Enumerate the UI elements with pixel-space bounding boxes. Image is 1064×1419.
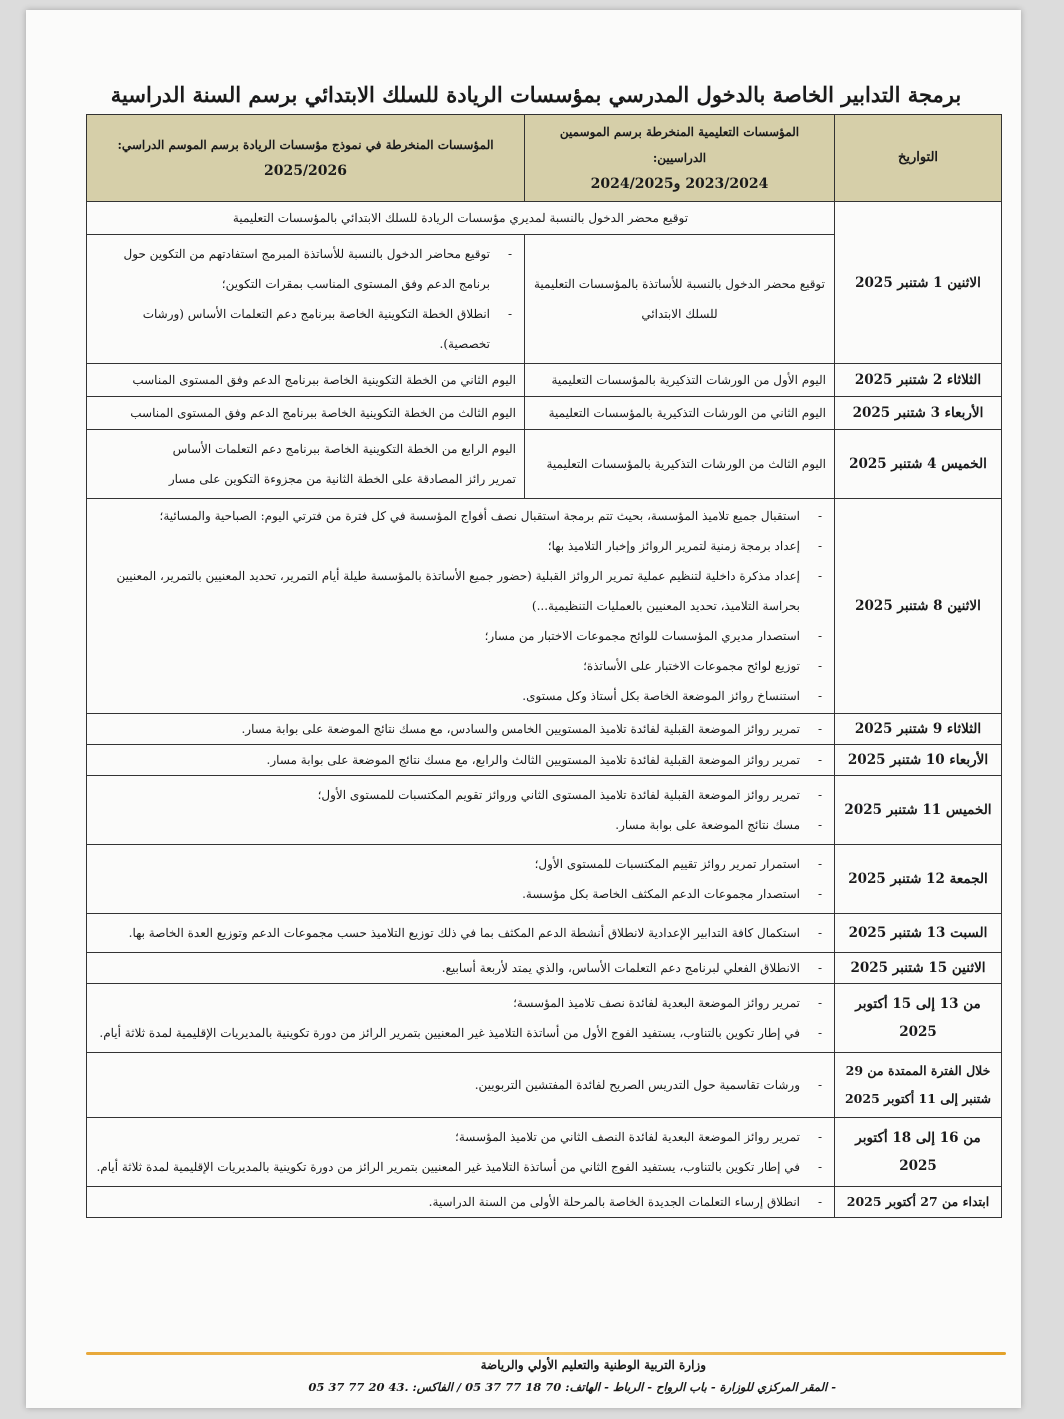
- table-row: [87, 776, 1002, 845]
- row-merged-cell: [87, 1118, 835, 1187]
- list-item: - تمرير روائز الموضعة البعدية لفائدة نصف تلاميذ المؤسسة؛: [95, 988, 826, 1018]
- row-new-cell: [87, 235, 525, 364]
- row-old-cell: اليوم الثالث من الورشات التذكيرية بالمؤسسات التعليمية: [525, 430, 835, 499]
- list-item: - مسك نتائج الموضعة على بوابة مسار.: [95, 810, 826, 840]
- header-old-institutions: المؤسسات التعليمية المنخرطة برسم الموسمين الدراسيين: 2023/2024 و2024/2025: [525, 115, 835, 202]
- list-item: - استصدار مجموعات الدعم المكثف الخاصة بكل مؤسسة.: [95, 879, 826, 909]
- list-item: - انطلاق إرساء التعلمات الجديدة الخاصة بالمرحلة الأولى من السنة الدراسية.: [95, 1191, 826, 1213]
- list-item: - استمرار تمرير روائز تقييم المكتسبات للمستوى الأول؛: [95, 849, 826, 879]
- row-merged-cell: [87, 1053, 835, 1118]
- row-date: الاثنين 1 شتنبر 2025: [835, 202, 1002, 364]
- footer-address: - المقر المركزي للوزارة - باب الرواح - الرباط - الهاتف: 70 18 77 37 05 / الفاكس: .43 20 77 37 05: [308, 1380, 836, 1394]
- row-old-cell: اليوم الثاني من الورشات التذكيرية بالمؤسسات التعليمية: [525, 397, 835, 430]
- row-date: خلال الفترة الممتدة من 29 شتنبر إلى 11 أكتوبر 2025: [835, 1053, 1002, 1118]
- list-item: - استصدار مديري المؤسسات للوائح مجموعات الاختبار من مسار؛: [95, 621, 826, 651]
- list-item: - إعداد مذكرة داخلية لتنظيم عملية تمرير الروائز القبلية (حضور جميع الأساتذة بالمؤسسة طيلة أيام التمرير، تحديد المعنيين بالتمرير، المعنيين بحراسة التلاميذ، تحديد المعنيين بالعمليات التنظيمية...): [95, 561, 826, 621]
- list-item: - استنساخ روائز الموضعة الخاصة بكل أستاذ وكل مستوى.: [95, 681, 826, 711]
- table-row: [87, 1187, 1002, 1218]
- row-merged-cell: [87, 745, 835, 776]
- row-merged-cell: [87, 776, 835, 845]
- table-row: [87, 953, 1002, 984]
- footer-ministry: وزارة التربية الوطنية والتعليم الأولي والرياضة: [480, 1358, 706, 1372]
- list-item: - توقيع محاضر الدخول بالنسبة للأساتذة المبرمج استفادتهم من التكوين حول برنامج الدعم وفق المستوى المناسب بمقرات التكوين؛: [95, 239, 516, 299]
- table-row: [87, 984, 1002, 1053]
- row-date: الثلاثاء 9 شتنبر 2025: [835, 714, 1002, 745]
- document-page: [26, 10, 1021, 1408]
- footer-divider: [86, 1352, 1006, 1355]
- row-date: من 16 إلى 18 أكتوبر 2025: [835, 1118, 1002, 1187]
- row-date: الاثنين 8 شتنبر 2025: [835, 499, 1002, 714]
- list-item: - في إطار تكوين بالتناوب، يستفيد الفوج الثاني من أساتذة التلاميذ غير المعنيين بتمرير الرائز من دورة تكوينية بالمديريات الإقليمية لمدة ثلاثة أيام.: [95, 1152, 826, 1182]
- row-date: الأربعاء 10 شتنبر 2025: [835, 745, 1002, 776]
- table-row: [87, 845, 1002, 914]
- table-row: [87, 745, 1002, 776]
- header-new-institutions: المؤسسات المنخرطة في نموذج مؤسسات الريادة برسم الموسم الدراسي: 2025/2026: [87, 115, 525, 202]
- row-merged-cell: [87, 845, 835, 914]
- title-text: برمجة التدابير الخاصة بالدخول المدرسي بمؤسسات الريادة للسلك الابتدائي برسم السنة الدراسية: [110, 82, 962, 107]
- header-dates: التواريخ: [835, 115, 1002, 202]
- list-item: - إعداد برمجة زمنية لتمرير الروائز وإخبار التلاميذ بها؛: [95, 531, 826, 561]
- row-merged-cell: [87, 914, 835, 953]
- row-old-cell: توقيع محضر الدخول بالنسبة للأساتذة بالمؤسسات التعليمية للسلك الابتدائي: [525, 235, 835, 364]
- row-date: الجمعة 12 شتنبر 2025: [835, 845, 1002, 914]
- row-date: الاثنين 15 شتنبر 2025: [835, 953, 1002, 984]
- row-date: الخميس 11 شتنبر 2025: [835, 776, 1002, 845]
- list-item: - انطلاق الخطة التكوينية الخاصة ببرنامج دعم التعلمات الأساس (ورشات تخصصية).: [95, 299, 516, 359]
- list-item: - في إطار تكوين بالتناوب، يستفيد الفوج الأول من أساتذة التلاميذ غير المعنيين بتمرير الرائز من دورة تكوينية بالمديريات الإقليمية لمدة ثلاثة أيام.: [95, 1018, 826, 1048]
- table-row: [87, 430, 1002, 499]
- table-row: [87, 714, 1002, 745]
- list-item: - تمرير روائز الموضعة القبلية لفائدة تلاميذ المستويين الخامس والسادس، مع مسك نتائج الموضعة على بوابة مسار.: [95, 718, 826, 740]
- row-date: الخميس 4 شتنبر 2025: [835, 430, 1002, 499]
- list-item: - الانطلاق الفعلي لبرنامج دعم التعلمات الأساس، والذي يمتد لأربعة أسابيع.: [95, 957, 826, 979]
- row-date: ابتداء من 27 أكتوبر 2025: [835, 1187, 1002, 1218]
- list-item: - استكمال كافة التدابير الإعدادية لانطلاق أنشطة الدعم المكثف بما في ذلك توزيع التلاميذ حسب مجموعات الدعم وتوزيع العدة الخاصة بها.: [95, 918, 826, 948]
- table-row: [87, 1053, 1002, 1118]
- list-item: - تمرير روائز الموضعة القبلية لفائدة تلاميذ المستويين الثالث والرابع، مع مسك نتائج الموضعة على بوابة مسار.: [95, 749, 826, 771]
- table-row: [87, 499, 1002, 714]
- row-date: من 13 إلى 15 أكتوبر 2025: [835, 984, 1002, 1053]
- row-new-cell: اليوم الثالث من الخطة التكوينية الخاصة ببرنامج الدعم وفق المستوى المناسب: [87, 397, 525, 430]
- list-item: - تمرير روائز الموضعة القبلية لفائدة تلاميذ المستوى الثاني وروائز تقويم المكتسبات للمستوى الأول؛: [95, 780, 826, 810]
- row-merged-cell: [87, 499, 835, 714]
- row-new-cell: اليوم الثاني من الخطة التكوينية الخاصة ببرنامج الدعم وفق المستوى المناسب: [87, 364, 525, 397]
- list-item: - تمرير روائز الموضعة البعدية لفائدة النصف الثاني من تلاميذ المؤسسة؛: [95, 1122, 826, 1152]
- row-date: الأربعاء 3 شتنبر 2025: [835, 397, 1002, 430]
- list-item: - توزيع لوائح مجموعات الاختبار على الأساتذة؛: [95, 651, 826, 681]
- row-date: السبت 13 شتنبر 2025: [835, 914, 1002, 953]
- row-merged-cell: [87, 984, 835, 1053]
- row-merged-cell: [87, 1187, 835, 1218]
- table-row: [87, 202, 1002, 235]
- schedule-table-wrapper: [86, 114, 1001, 1218]
- row-merged-cell: [87, 953, 835, 984]
- table-header-row: [87, 115, 1002, 202]
- table-row: [87, 1118, 1002, 1187]
- table-row: [87, 364, 1002, 397]
- list-item: - استقبال جميع تلاميذ المؤسسة، بحيث تتم برمجة استقبال نصف أفواج المؤسسة في كل فترة من فترتي اليوم: الصباحية والمسائية؛: [95, 501, 826, 531]
- row-new-cell: اليوم الرابع من الخطة التكوينية الخاصة ببرنامج دعم التعلمات الأساس تمرير رائز المصادقة على الخطة الثانية من مجزوءة التكوين على مسار: [87, 430, 525, 499]
- row-merged-cell: توقيع محضر الدخول بالنسبة لمديري مؤسسات الريادة للسلك الابتدائي بالمؤسسات التعليمية: [87, 202, 835, 235]
- row-old-cell: اليوم الأول من الورشات التذكيرية بالمؤسسات التعليمية: [525, 364, 835, 397]
- row-date: الثلاثاء 2 شتنبر 2025: [835, 364, 1002, 397]
- table-row: [87, 914, 1002, 953]
- row-merged-cell: [87, 714, 835, 745]
- list-item: - ورشات تقاسمية حول التدريس الصريح لفائدة المفتشين التربويين.: [95, 1070, 826, 1100]
- schedule-table: [86, 114, 1002, 1218]
- table-row: [87, 397, 1002, 430]
